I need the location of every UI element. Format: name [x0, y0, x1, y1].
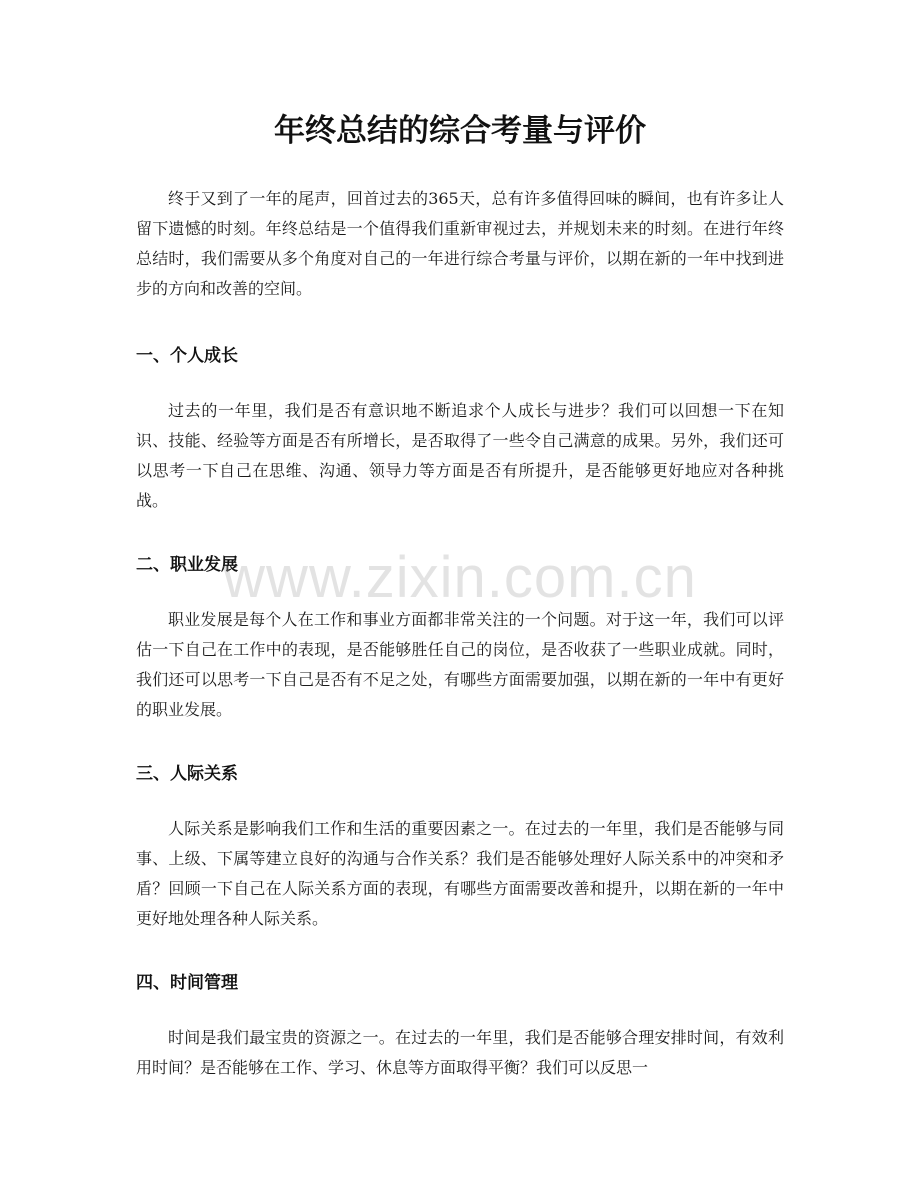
intro-paragraph: 终于又到了一年的尾声，回首过去的365天，总有许多值得回味的瞬间，也有许多让人留下遗憾的时刻。年终总结是一个值得我们重新审视过去，并规划未来的时刻。在进行年终总结时，我们需要从多个角度对自己的一年进行综合考量与评价，以期在新的一年中找到进步的方向和改善的空间。	[136, 189, 784, 298]
section-heading-personal-growth: 一、个人成长	[136, 346, 238, 366]
section-body-relationships: 人际关系是影响我们工作和生活的重要因素之一。在过去的一年里，我们是否能够与同事、上级、下属等建立良好的沟通与合作关系？我们是否能够处理好人际关系中的冲突和矛盾？回顾一下自己在人际关系方面的表现，有哪些方面需要改善和提升，以期在新的一年中更好地处理各种人际关系。	[136, 819, 784, 928]
document-title: 年终总结的综合考量与评价	[274, 113, 646, 149]
watermark: www.zixin.com.cn	[223, 545, 697, 610]
section-heading-career-development: 二、职业发展	[136, 555, 238, 575]
section-body-career-development: 职业发展是每个人在工作和事业方面都非常关注的一个问题。对于这一年，我们可以评估一下自己在工作中的表现，是否能够胜任自己的岗位，是否收获了一些职业成就。同时，我们还可以思考一下自己是否有不足之处，有哪些方面需要加强，以期在新的一年中有更好的职业发展。	[136, 610, 784, 719]
section-body-time-management: 时间是我们最宝贵的资源之一。在过去的一年里，我们是否能够合理安排时间，有效利用时间？是否能够在工作、学习、休息等方面取得平衡？我们可以反思一	[136, 1028, 784, 1077]
section-heading-time-management: 四、时间管理	[136, 973, 238, 993]
section-body-personal-growth: 过去的一年里，我们是否有意识地不断追求个人成长与进步？我们可以回想一下在知识、技能、经验等方面是否有所增长，是否取得了一些令自己满意的成果。另外，我们还可以思考一下自己在思维、沟通、领导力等方面是否有所提升，是否能够更好地应对各种挑战。	[136, 401, 784, 510]
section-heading-relationships: 三、人际关系	[136, 764, 238, 784]
